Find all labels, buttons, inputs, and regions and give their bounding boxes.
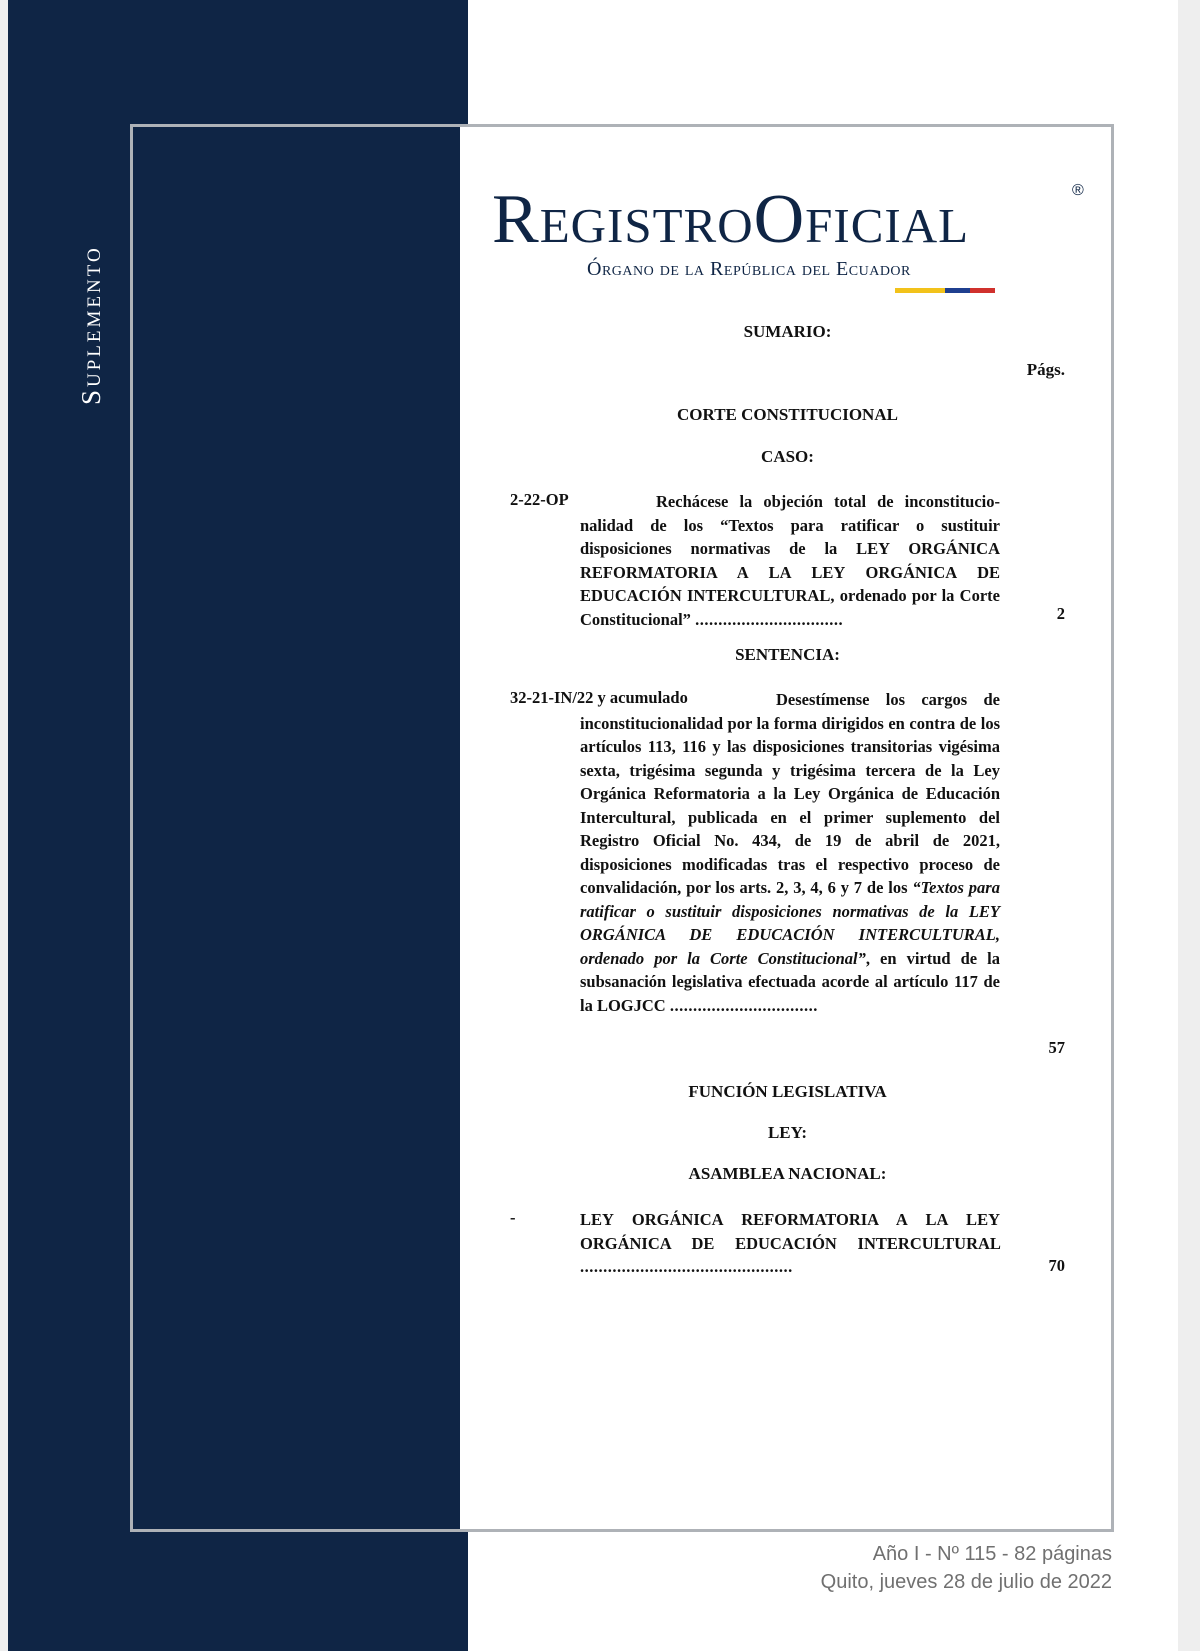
issue-date: Quito, jueves 28 de julio de 2022 [820,1571,1112,1593]
entry2-code: 32-21-IN/22 y acumulado [510,688,688,707]
entry2-dots: ................................ [669,995,818,1015]
flag-red [970,288,995,293]
ley-heading: LEY: [767,1123,808,1142]
entry3-description: LEY ORGÁNICA REFORMATORIA A LA LEY ORGÁNICA DE EDUCACIÓN INTERCULTURAL [580,1210,1000,1253]
issue-number: Año I - Nº 115 - 82 páginas [872,1543,1112,1565]
entry2-tail: , en virtud de la subsanación legislativa efectuada acorde al artículo 117 de la LOGJCC [580,948,1000,1015]
pages-label: Págs. [1026,360,1065,379]
entry1-dots: ................................ [695,609,844,629]
section-funcion-legislativa: FUNCIÓN LEGISLATIVA [688,1082,887,1101]
section-corte-constitucional: CORTE CONSTITUCIONAL [677,405,898,424]
asamblea-heading: ASAMBLEA NACIONAL: [688,1164,887,1183]
entry2-page: 57 [1048,1038,1065,1057]
entry1-code: 2-22-OP [510,490,569,509]
side-label: Suplemento [76,245,106,405]
entry1-page: 2 [1056,604,1065,623]
masthead [492,170,1112,310]
registered-mark: ® [1072,182,1084,199]
flag-yellow [895,288,945,293]
caso-heading: CASO: [761,447,814,466]
entry3-text [580,1208,1000,1279]
sentencia-heading: SENTENCIA: [735,645,840,664]
entry2-italic: “Textos para ratificar o sustituir disposiciones normativas de la LEY ORGÁNICA DE EDUCACIÓN INTERCULTURAL, ordenado por la Corte Constitucional” [580,878,1000,968]
masthead-title: RegistroOficial [492,181,970,258]
entry2-text [580,688,1000,1017]
masthead-subtitle: Órgano de la República del Ecuador [587,258,911,280]
entry3-dots: .............................................. [580,1257,793,1276]
entry1-text [580,490,1000,631]
entry3-page: 70 [1048,1256,1065,1275]
entry1-description: Rechácese la objeción total de inconstitucio-nalidad de los “Textos para ratificar o sustituir disposiciones normativas de la LEY ORGÁNICA REFORMATORIA A LA LEY ORGÁNICA DE EDUCACIÓN INTERCULTURAL, ordenado por la Corte Constitucional” [580,492,1000,629]
flag-stripe [895,288,995,293]
entry2-description: Desestímense los cargos de inconstitucionalidad por la forma dirigidos en contra de los artículos 113, 116 y las disposiciones transitorias vigésima sexta, trigésima segunda y trigésima tercera de la Ley Orgánica Reformatoria a la Ley Orgánica de Educación Intercultural, publicada en el primer suplemento del Registro Oficial No. 434, de 19 de abril de 2021, disposiciones modificadas tras el respectivo proceso de convalidación, por los arts. 2, 3, 4, 6 y 7 de los [580,690,1000,897]
flag-blue [945,288,970,293]
issue-footer [612,1540,1112,1596]
entry3-code: - [510,1208,516,1227]
summary-heading: SUMARIO: [743,322,832,341]
